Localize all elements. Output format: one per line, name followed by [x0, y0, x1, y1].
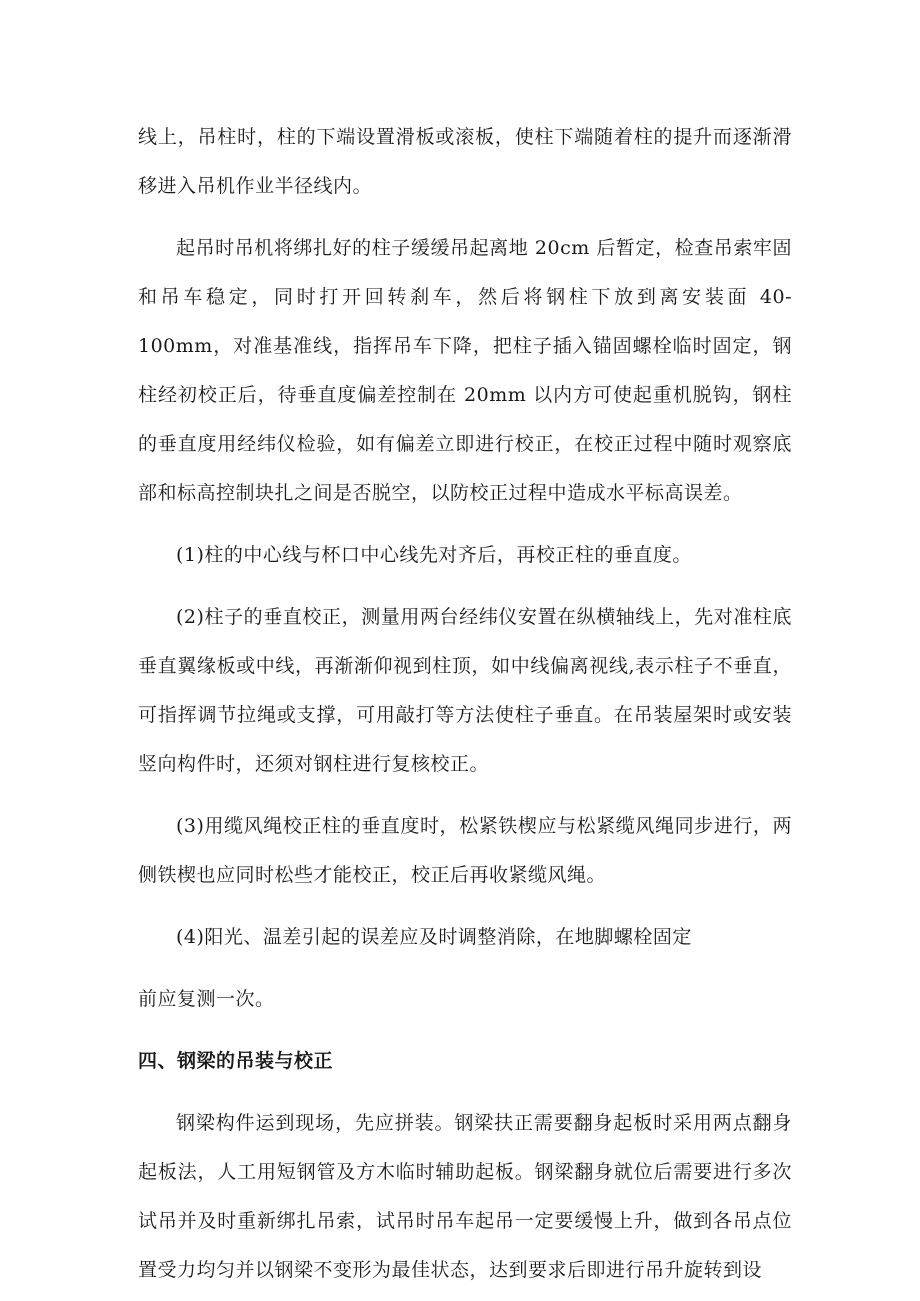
- paragraph-item-3: (3)用缆风绳校正柱的垂直度时，松紧铁楔应与松紧缆风绳同步进行，两侧铁楔也应同时松些才能校正，校正后再收紧缆风绳。: [138, 815, 792, 886]
- paragraph-beam-lifting: 钢梁构件运到现场，先应拼装。钢梁扶正需要翻身起板时采用两点翻身起板法，人工用短钢管及方木临时辅助起板。钢梁翻身就位后需要进行多次试吊并及时重新绑扎吊索，试吊时吊车起吊一定要缓慢上升，做到各吊点位置受力均匀并以钢梁不变形为最佳状态，达到要求后即进行吊升旋转到设: [138, 1112, 792, 1281]
- paragraph-item-2: (2)柱子的垂直校正，测量用两台经纬仪安置在纵横轴线上，先对准柱底垂直翼缘板或中线，再渐渐仰视到柱顶，如中线偏离视线,表示柱子不垂直，可指挥调节拉绳或支撑，可用敲打等方法使柱子垂直。在吊装屋架时或安装竖向构件时，还须对钢柱进行复核校正。: [138, 606, 792, 775]
- section-heading: 四、钢梁的吊装与校正: [138, 1050, 334, 1072]
- paragraph-item-4: (4)阳光、温差引起的误差应及时调整消除，在地脚螺栓固定: [176, 926, 692, 948]
- paragraph-item-4-tail: 前应复测一次。: [138, 988, 275, 1010]
- paragraph-item-1: (1)柱的中心线与杯口中心线先对齐后，再校正柱的垂直度。: [176, 544, 692, 566]
- paragraph-continuation: 线上，吊柱时，柱的下端设置滑板或滚板，使柱下端随着柱的提升而逐渐滑移进入吊机作业半径线内。: [138, 126, 792, 197]
- paragraph-lifting-procedure: 起吊时吊机将绑扎好的柱子缓缓吊起离地 20cm 后暂定，检查吊索牢固和吊车稳定，同时打开回转刹车，然后将钢柱下放到离安装面 40-100mm，对准基准线，指挥吊车下降，把柱子插入锚固螺栓临时固定，钢柱经初校正后，待垂直度偏差控制在 20mm 以内方可使起重机脱钩，钢柱的垂直度用经纬仪检验，如有偏差立即进行校正，在校正过程中随时观察底部和标高控制块扎之间是否脱空，以防校正过程中造成水平标高误差。: [138, 237, 792, 504]
